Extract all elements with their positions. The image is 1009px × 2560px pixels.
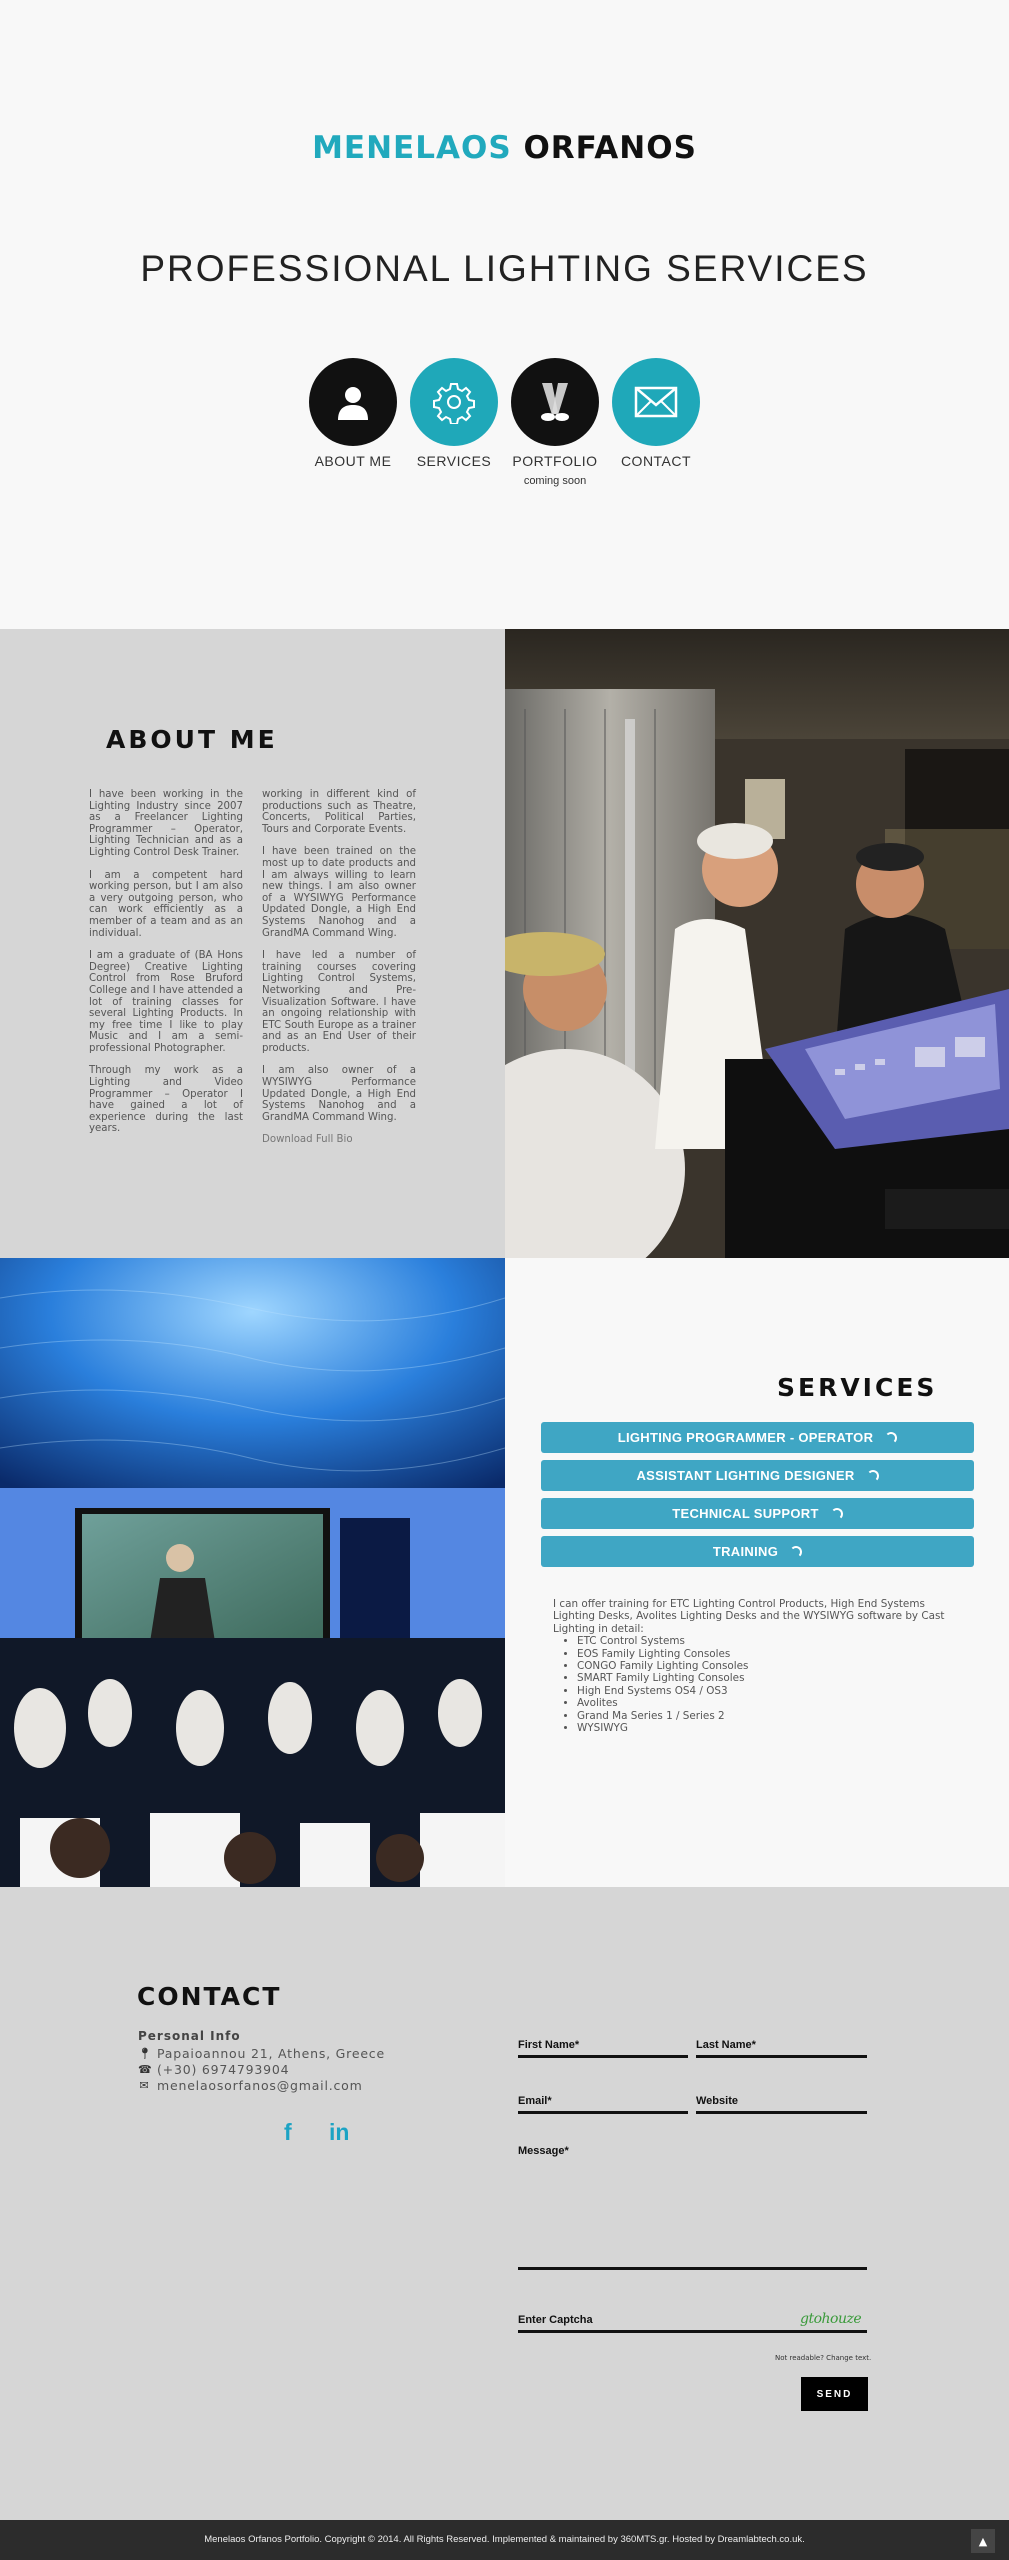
website-field[interactable] [696,2095,867,2114]
service-button-label: TECHNICAL SUPPORT [672,1506,819,1521]
message-field[interactable] [518,2145,867,2270]
loading-spinner-icon [831,1508,843,1520]
nav-item-about-me[interactable] [308,358,398,469]
first-name-field[interactable] [518,2039,688,2058]
email-label: Email* [518,2095,552,2107]
list-item: • Grand Ma Series 1 / Series 2 [577,1710,948,1722]
first-name-input[interactable] [518,2055,688,2058]
service-button-label: TRAINING [712,1544,779,1559]
site-logo[interactable] [0,130,1009,166]
training-product-list [553,1635,948,1734]
service-training-button[interactable] [541,1536,974,1567]
training-detail-intro: I can offer training for ETC Lighting Control Products, High End Systems Lighting Desks, Avolites Lighting Desks and the WYSIWYG software by Cast Lighting in detail: [553,1598,945,1635]
nav-item-services[interactable] [409,358,499,469]
service-programmer-operator-button[interactable] [541,1422,974,1453]
nav-label-services: SERVICES [416,453,492,469]
about-title: ABOUT ME [106,725,278,754]
map-pin-icon: 📍︎ [138,2047,153,2060]
email-input[interactable] [518,2111,688,2114]
list-item: • High End Systems OS4 / OS3 [577,1685,948,1697]
website-input[interactable] [696,2111,867,2114]
about-paragraph: I am also owner of a WYSIWYG Performance Updated Dongle, a High End Systems Nanohog and a GrandMA Command Wing. [262,1065,416,1123]
captcha-image: gtohouze [800,2311,862,2327]
captcha-label: Enter Captcha [518,2314,593,2326]
about-column-right [262,789,416,1146]
nav-label-contact: CONTACT [620,453,692,469]
first-name-label: First Name* [518,2039,580,2051]
about-paragraph: I have been working in the Lighting Industry since 2007 as a Freelancer Lighting Programmer – Operator, Lighting Technician and as a Lighting Control Desk Trainer. [89,789,243,858]
message-label: Message* [518,2145,569,2157]
nav-item-portfolio[interactable] [510,358,600,487]
services-section [505,1258,1009,1887]
page-tagline: PROFESSIONAL LIGHTING SERVICES [140,248,869,289]
loading-spinner-icon [867,1470,879,1482]
service-technical-support-button[interactable] [541,1498,974,1529]
lighting-console-photo [505,629,1009,1258]
concert-venue-photo [0,1258,505,1887]
about-paragraph: I am a graduate of (BA Hons Degree) Creative Lighting Control from Rose Bruford College and I have attended a lot of training classes for several Lighting Products. In my free time I like to play Music and I am a semi-professional Photographer. [89,950,243,1054]
phone-text: (+30) 6974793904 [157,2062,290,2077]
portfolio-coming-soon: coming soon [523,475,587,487]
nav-label-portfolio: PORTFOLIO [512,453,598,469]
service-assistant-designer-button[interactable] [541,1460,974,1491]
gear-icon [432,380,476,424]
phone-icon: ☎ [138,2063,153,2076]
send-button[interactable]: SEND [801,2377,868,2411]
about-paragraph: I am a competent hard working person, but I am also a very outgoing person, who can work efficiently as a member of a team and as an individual. [89,869,243,939]
email-row [138,2078,363,2093]
email-text[interactable]: menelaosorfanos@gmail.com [157,2078,363,2093]
list-item: • CONGO Family Lighting Consoles [577,1660,948,1672]
envelope-icon [634,385,678,419]
personal-info-title: Personal Info [138,2029,241,2043]
list-item: • Avolites [577,1697,948,1709]
nav-item-contact[interactable] [611,358,701,469]
captcha-refresh-link[interactable]: Not readable? Change text. [775,2354,872,2362]
user-icon [333,382,373,422]
list-item: • ETC Control Systems [577,1635,948,1647]
last-name-input[interactable] [696,2055,867,2058]
service-button-label: ASSISTANT LIGHTING DESIGNER [636,1468,855,1483]
about-paragraph: working in different kind of productions such as Theatre, Concerts, Political Parties, Tours and Corporate Events. [262,789,416,835]
contact-title: CONTACT [137,1982,282,2011]
about-column-left [89,789,243,1146]
loading-spinner-icon [885,1432,897,1444]
site-footer [0,2520,1009,2560]
training-detail-panel [553,1598,948,1734]
message-textarea[interactable] [518,2267,867,2270]
address-row [138,2046,385,2061]
nav-label-about: ABOUT ME [314,453,392,469]
linkedin-icon[interactable]: in [329,2119,350,2145]
brand-last-name: ORFANOS [523,130,697,166]
website-label: Website [696,2095,738,2107]
about-paragraph: I have been trained on the most up to date products and I am always willing to learn new things. I am also owner of a WYSIWYG Performance Updated Dongle, a High End Systems Nanohog and a GrandMA Command Wing. [262,846,416,939]
service-button-label: LIGHTING PROGRAMMER - OPERATOR [617,1430,874,1445]
services-title: SERVICES [777,1373,938,1402]
spotlight-icon [530,377,580,427]
address-text: Papaioannou 21, Athens, Greece [157,2046,385,2061]
hero-section [0,0,1009,629]
loading-spinner-icon [790,1546,802,1558]
list-item: • WYSIWYG [577,1722,948,1734]
download-bio-link[interactable]: Download Full Bio [262,1134,353,1146]
about-section [0,629,505,1258]
nav-circle-contact[interactable] [612,358,700,446]
contact-section [0,1887,1009,2520]
nav-circle-about[interactable] [309,358,397,446]
facebook-icon[interactable]: f [284,2119,292,2145]
captcha-input[interactable] [518,2330,867,2333]
about-paragraph: I have led a number of training courses covering Lighting Control Systems, Networking and Pre-Visualization Software. I have an ongoing relationship with ETC South Europe as a trainer and as an End User of their products. [262,950,416,1054]
last-name-field[interactable] [696,2039,867,2058]
mail-icon: ✉ [139,2079,150,2092]
brand-first-name: MENELAOS [312,130,512,166]
scroll-to-top-button[interactable] [971,2529,995,2553]
chevron-up-icon: ▲ [978,2534,988,2548]
nav-circle-services[interactable] [410,358,498,446]
nav-circle-portfolio[interactable] [511,358,599,446]
last-name-label: Last Name* [696,2039,756,2051]
list-item: • SMART Family Lighting Consoles [577,1672,948,1684]
about-paragraph: Through my work as a Lighting and Video Programmer – Operator I have gained a lot of experience during the last years. [89,1065,243,1135]
footer-copyright: Menelaos Orfanos Portfolio. Copyright © 2014. All Rights Reserved. Implemented & maintained by 360MTS.gr. Hosted by Dreamlabtech.co.uk. [204,2534,805,2545]
phone-row [138,2062,289,2077]
email-field[interactable] [518,2095,688,2114]
list-item: • EOS Family Lighting Consoles [577,1648,948,1660]
